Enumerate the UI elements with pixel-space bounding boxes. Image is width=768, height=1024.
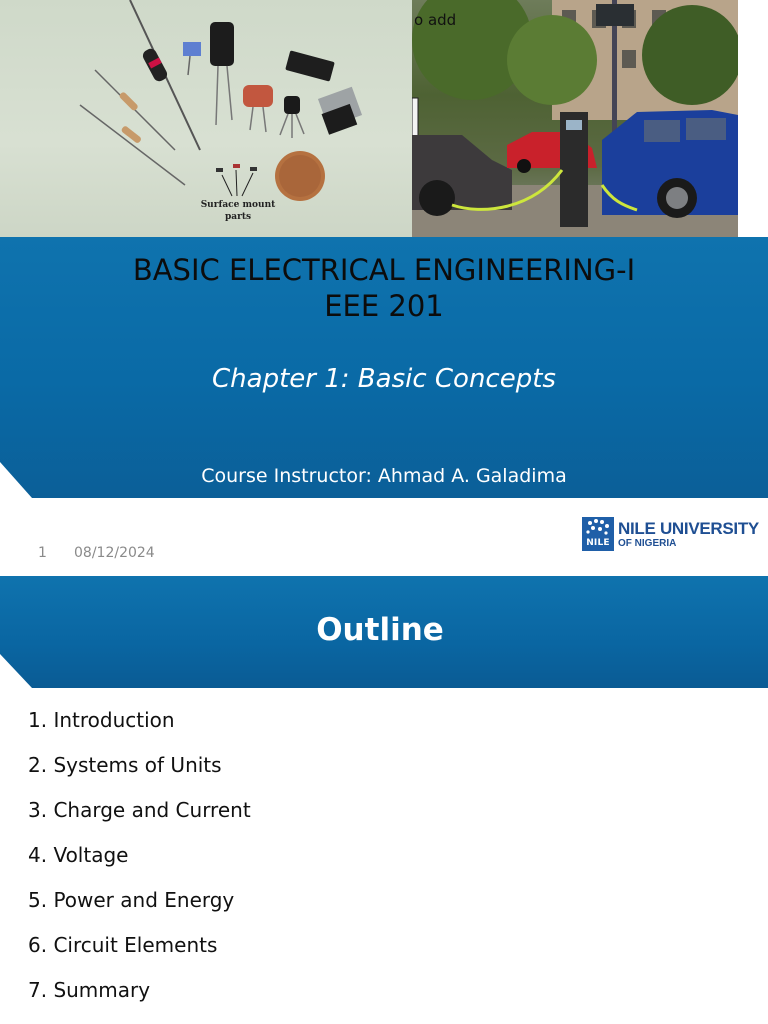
photo-caption [188,199,288,223]
outline-list [28,706,251,1021]
outline-item: 2. Systems of Units [28,753,222,777]
logo-mark-text: NILE [586,538,610,548]
chapter-subtitle: Chapter 1: Basic Concepts [212,364,556,394]
electronic-components-photo [0,0,412,237]
slide-number: 1 [38,545,47,561]
logo-wordmark [618,520,759,549]
outline-slide [0,576,768,1024]
logo-country: OF NIGERIA [618,537,677,549]
course-title-line-1: BASIC ELECTRICAL ENGINEERING-I [132,253,636,287]
outline-item: 6. Circuit Elements [28,933,218,957]
ev-charging-illustration [412,0,738,237]
logo-university-name: NILE UNIVERSITY [618,518,759,538]
outline-item: 1. Introduction [28,708,175,732]
outline-band-corner [0,654,32,688]
caption-line-1: Surface mount [200,200,276,210]
outline-title: Outline [316,612,444,648]
logo-mark-icon [582,517,614,551]
slide-date: 08/12/2024 [74,545,155,561]
outline-item: 7. Summary [28,978,151,1002]
logo-dots-icon [582,517,614,539]
caption-line-2: parts [224,212,252,222]
ev-charging-photo [412,0,738,237]
outline-item: 4. Voltage [28,843,129,867]
outline-item: 5. Power and Energy [28,888,235,912]
outline-item: 3. Charge and Current [28,798,251,822]
course-title [0,252,768,324]
nile-university-logo [582,517,759,551]
course-code: EEE 201 [324,289,444,323]
photo-overlay-text: o add [414,11,457,29]
course-instructor: Course Instructor: Ahmad A. Galadima [201,465,567,487]
photo-margin [738,0,768,237]
